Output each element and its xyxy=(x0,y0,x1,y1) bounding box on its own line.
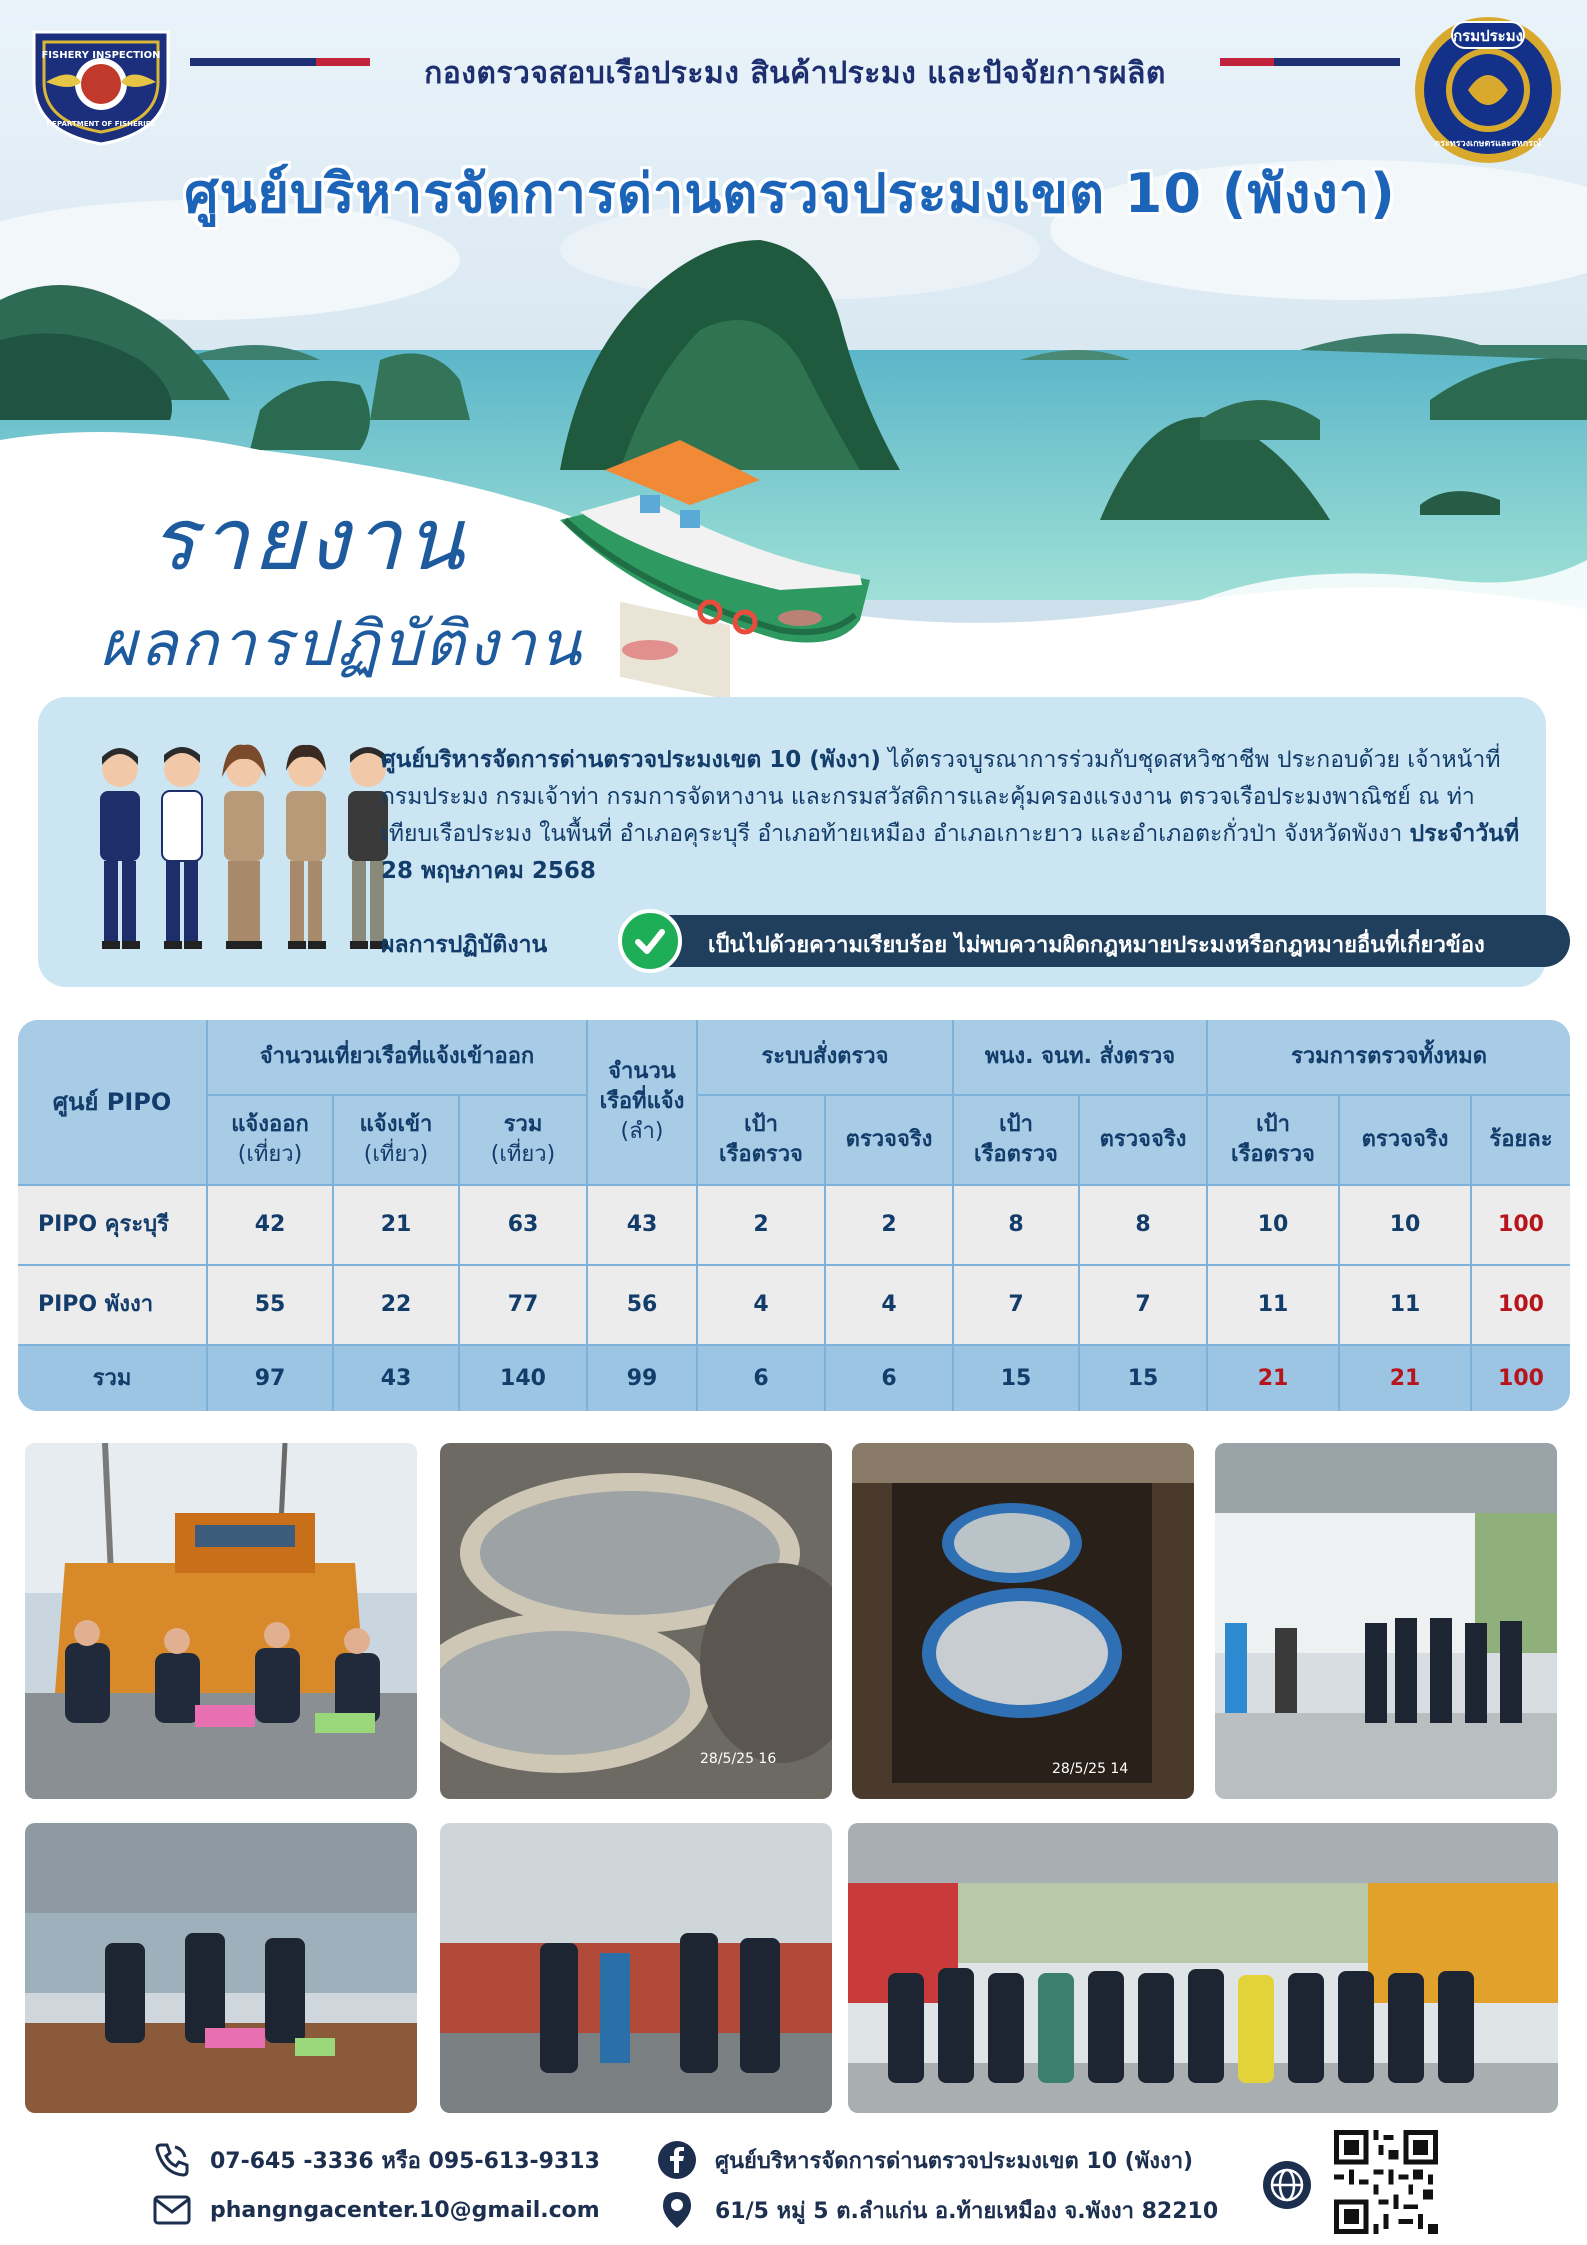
checkmark-icon xyxy=(618,909,682,973)
header-system-target: เป้า เรือตรวจ xyxy=(698,1096,824,1184)
photo-fish-baskets xyxy=(440,1443,832,1799)
email-icon xyxy=(150,2188,194,2232)
cell-all-actual: 11 xyxy=(1340,1266,1470,1344)
cell-total: 63 xyxy=(460,1186,586,1264)
photo-fish-hold xyxy=(852,1443,1194,1799)
cell-boats: 56 xyxy=(588,1266,696,1344)
cell-in: 22 xyxy=(334,1266,458,1344)
cell-off-target: 8 xyxy=(954,1186,1078,1264)
header-system: ระบบสั่งตรวจ xyxy=(698,1020,952,1094)
summary-lead: ศูนย์บริหารจัดการด่านตรวจประมงเขต 10 (พังงา) xyxy=(381,747,881,773)
sum-in: 43 xyxy=(334,1346,458,1411)
report-heading: รายงาน xyxy=(150,490,468,590)
sum-total: 140 xyxy=(460,1346,586,1411)
photo-timestamp: 28/5/25 14 xyxy=(1052,1761,1129,1777)
header-boats: จำนวน เรือที่แจ้ง (ลำ) xyxy=(588,1020,696,1184)
sum-percent: 100 xyxy=(1472,1346,1570,1411)
sum-off-target: 15 xyxy=(954,1346,1078,1411)
cell-all-actual: 10 xyxy=(1340,1186,1470,1264)
location-pin-icon xyxy=(655,2188,699,2232)
globe-icon[interactable] xyxy=(1262,2160,1312,2210)
sum-all-actual: 21 xyxy=(1340,1346,1470,1411)
result-banner xyxy=(628,915,1570,967)
title-rule-right xyxy=(1220,58,1400,66)
photo-group xyxy=(848,1823,1558,2113)
cell-out: 42 xyxy=(208,1186,332,1264)
header-center: ศูนย์ PIPO xyxy=(18,1020,206,1184)
cell-percent: 100 xyxy=(1472,1186,1570,1264)
header-out: แจ้งออก (เที่ยว) xyxy=(208,1096,332,1184)
qr-code[interactable] xyxy=(1334,2130,1438,2234)
svg-text:FISHERY INSPECTION: FISHERY INSPECTION xyxy=(41,50,161,61)
header-total: รวม (เที่ยว) xyxy=(460,1096,586,1184)
cell-percent: 100 xyxy=(1472,1266,1570,1344)
photo-timestamp: 28/5/25 16 xyxy=(700,1751,777,1767)
row-name: PIPO พังงา xyxy=(18,1266,206,1344)
sum-label: รวม xyxy=(18,1346,206,1411)
svg-text:กระทรวงเกษตรและสหกรณ์: กระทรวงเกษตรและสหกรณ์ xyxy=(1434,139,1542,149)
org-title: กองตรวจสอบเรือประมง สินค้าประมง และปัจจัยการผลิต xyxy=(424,56,1166,91)
cell-all-target: 11 xyxy=(1208,1266,1338,1344)
summary-date: ประจำวันที่ 28 พฤษภาคม 2568 xyxy=(381,821,1520,884)
footer-email[interactable]: phangngacenter.10@gmail.com xyxy=(150,2188,600,2232)
footer-phone: 07-645 -3336 หรือ 095-613-9313 xyxy=(150,2138,600,2182)
svg-text:DEPARTMENT OF FISHERIES: DEPARTMENT OF FISHERIES xyxy=(46,120,156,128)
footer-facebook[interactable]: ศูนย์บริหารจัดการด่านตรวจประมงเขต 10 (พังงา) xyxy=(655,2138,1193,2182)
fishery-inspection-logo xyxy=(26,22,176,148)
cell-sys-actual: 4 xyxy=(826,1266,952,1344)
sum-off-actual: 15 xyxy=(1080,1346,1206,1411)
result-label: ผลการปฏิบัติงาน xyxy=(381,932,548,958)
photo-team-lineup xyxy=(1215,1443,1557,1799)
header-percent: ร้อยละ xyxy=(1472,1096,1570,1184)
cell-off-actual: 7 xyxy=(1080,1266,1206,1344)
summary-text xyxy=(381,742,1521,890)
inspection-table xyxy=(18,1020,1570,1411)
cell-in: 21 xyxy=(334,1186,458,1264)
cell-sys-target: 2 xyxy=(698,1186,824,1264)
header-officer: พนง. จนท. สั่งตรวจ xyxy=(954,1020,1206,1094)
title-rule-left xyxy=(190,58,370,66)
sum-out: 97 xyxy=(208,1346,332,1411)
header-all-target: เป้า เรือตรวจ xyxy=(1208,1096,1338,1184)
cell-out: 55 xyxy=(208,1266,332,1344)
cell-off-target: 7 xyxy=(954,1266,1078,1344)
sum-all-target: 21 xyxy=(1208,1346,1338,1411)
cell-sys-actual: 2 xyxy=(826,1186,952,1264)
staff-illustration xyxy=(88,737,398,957)
department-of-fisheries-seal xyxy=(1412,14,1564,166)
summary-body: ได้ตรวจบูรณาการร่วมกับชุดสหวิชาชีพ ประกอบด้วย เจ้าหน้าที่กรมประมง กรมเจ้าท่า กรมการจัดหางาน และกรมสวัสดิการและคุ้มครองแรงงาน ตรวจเรือประมงพาณิชย์ ณ ท่าเทียบเรือประมง ในพื้นที่ อำเภอคุระบุรี อำเภอท้ายเหมือง อำเภอเกาะยาว และอำเภอตะกั่วป่า จังหวัดพังงา xyxy=(381,747,1501,847)
sum-sys-actual: 6 xyxy=(826,1346,952,1411)
header-all-actual: ตรวจจริง xyxy=(1340,1096,1470,1184)
phone-icon xyxy=(150,2138,194,2182)
header-officer-target: เป้า เรือตรวจ xyxy=(954,1096,1078,1184)
cell-sys-target: 4 xyxy=(698,1266,824,1344)
header-system-actual: ตรวจจริง xyxy=(826,1096,952,1184)
footer-address: 61/5 หมู่ 5 ต.ลำแก่น อ.ท้ายเหมือง จ.พังงา 82210 xyxy=(655,2188,1218,2232)
header-officer-actual: ตรวจจริง xyxy=(1080,1096,1206,1184)
row-name: PIPO คุระบุรี xyxy=(18,1186,206,1264)
sum-sys-target: 6 xyxy=(698,1346,824,1411)
hero-banner xyxy=(0,0,1587,700)
result-text: เป็นไปด้วยความเรียบร้อย ไม่พบความผิดกฎหมายประมงหรือกฎหมายอื่นที่เกี่ยวข้อง xyxy=(708,933,1485,958)
sum-boats: 99 xyxy=(588,1346,696,1411)
svg-text:กรมประมง: กรมประมง xyxy=(1453,27,1523,45)
cell-boats: 43 xyxy=(588,1186,696,1264)
center-title: ศูนย์บริหารจัดการด่านตรวจประมงเขต 10 (พังงา) xyxy=(184,162,1396,225)
cell-off-actual: 8 xyxy=(1080,1186,1206,1264)
cell-all-target: 10 xyxy=(1208,1186,1338,1264)
cell-total: 77 xyxy=(460,1266,586,1344)
header-all: รวมการตรวจทั้งหมด xyxy=(1208,1020,1570,1094)
summary-panel xyxy=(38,697,1546,987)
facebook-icon xyxy=(655,2138,699,2182)
photo-dockside-inspection xyxy=(440,1823,832,2113)
report-subheading: ผลการปฏิบัติงาน xyxy=(100,607,585,680)
photo-document-check xyxy=(25,1823,417,2113)
header-trips: จำนวนเที่ยวเรือที่แจ้งเข้าออก xyxy=(208,1020,586,1094)
photo-inspection-boat xyxy=(25,1443,417,1799)
header-in: แจ้งเข้า (เที่ยว) xyxy=(334,1096,458,1184)
